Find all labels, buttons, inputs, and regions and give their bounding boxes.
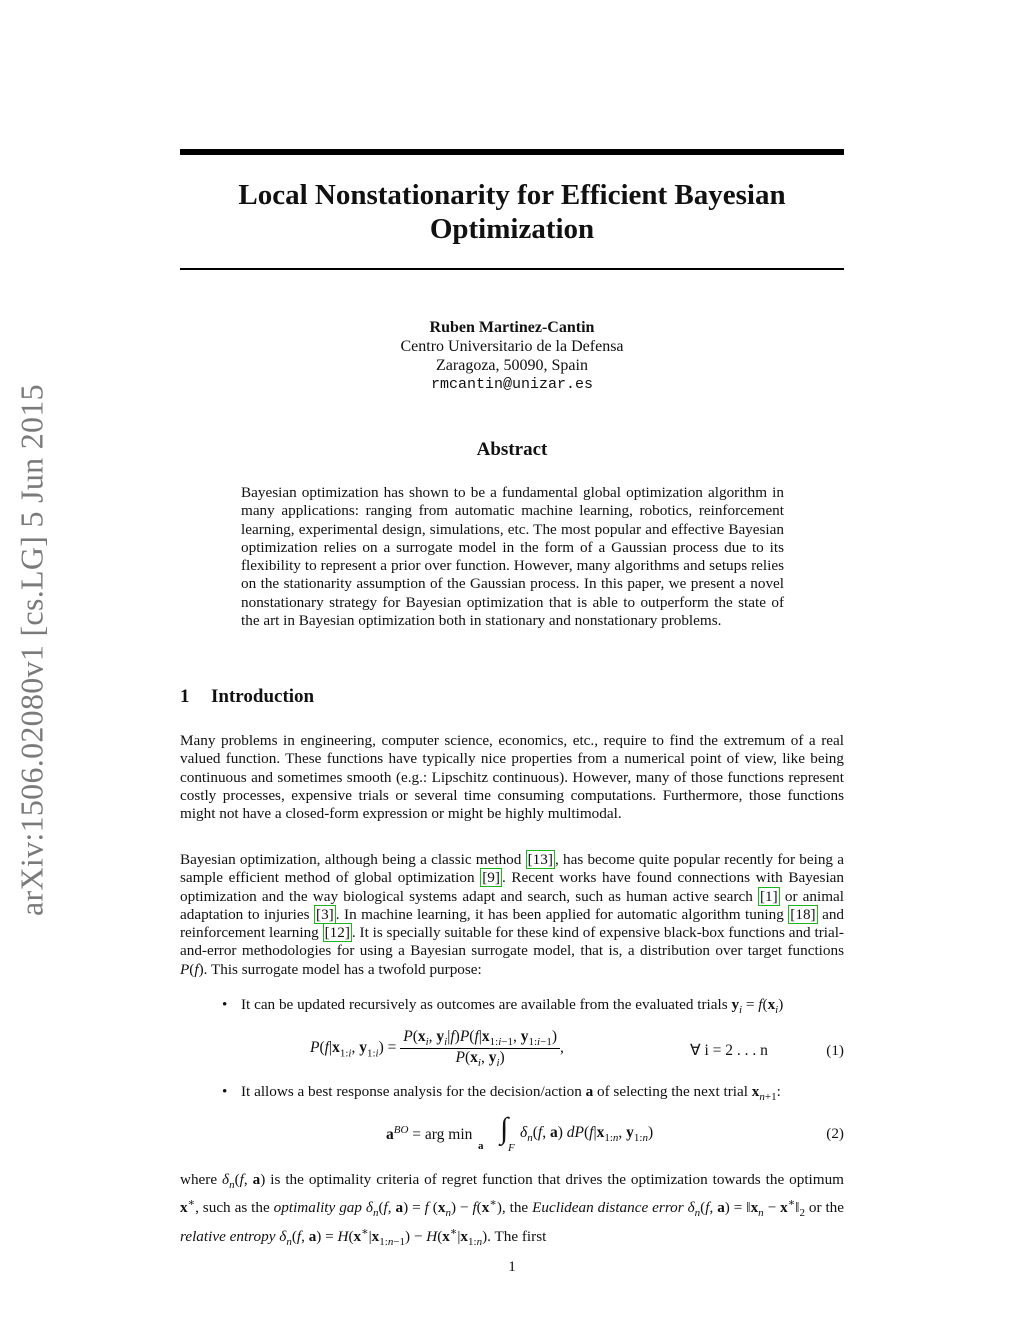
term-optimality-gap: optimality gap — [273, 1199, 362, 1217]
text-run: . It is specially suitable for these kind of expensive black-box functions and trial-and-error methodologies for using a Bayesian surrogate model, that is, a distribution over target functions — [180, 924, 844, 960]
integral-domain: F — [508, 1142, 515, 1154]
term-relative-entropy: relative entropy — [180, 1227, 276, 1245]
text-run: It can be updated recursively as outcomes are available from the evaluated trials — [241, 996, 732, 1013]
math-inline: P — [180, 960, 190, 978]
arxiv-sidebar-stamp — [10, 370, 55, 930]
text-run: where — [180, 1171, 223, 1188]
text-run: Bayesian optimization, although being a classic method — [180, 851, 526, 868]
text-run: . The first — [487, 1227, 547, 1245]
abstract-text: Bayesian optimization has shown to be a fundamental global optimization algorithm in many applications: ranging from automatic machine learning, robotics, reinforcement learning, experimental design, simulations, etc. The most popular and effective Bayesian optimization relies on a surrogate model in the form of a Gaussian process due to its flexibility to represent a prior over function. However, many algorithms and setups relies on the stationarity assumption of the Gaussian process. In this paper, we present a novel nonstationary strategy for Bayesian optimization that is able to outperform the state of the art in Bayesian optimization both in stationary and nonstationary problems. — [241, 484, 784, 630]
text-run: . Recent works have found connections with Bayesian optimization and the way biological systems adapt and search, such as human active search — [180, 869, 844, 905]
intro-paragraph-1: Many problems in engineering, computer science, economics, etc., require to find the extremum of a real valued function. These functions have typically nice properties from a numerical point of view, like being continuous and sometimes smooth (e.g.: Lipschitz continuous). However, many of those functions represent costly processes, expensive trials or several time consuming computations. Furthermore, those functions might not have a closed-form expression or might be highly multimodal. — [180, 732, 844, 823]
integral-sign: ∫ — [500, 1112, 509, 1145]
citation-link[interactable]: [3] — [316, 905, 334, 923]
arxiv-identifier: arXiv:1506.02080v1 [cs.LG] 5 Jun 2015 — [13, 384, 50, 916]
equation-1-number: (1) — [826, 1042, 844, 1059]
page-number: 1 — [508, 1258, 516, 1275]
citation-link[interactable]: [1] — [759, 887, 778, 905]
text-run: , such as the — [195, 1199, 274, 1217]
text-run: or the — [804, 1199, 845, 1217]
text-run: It allows a best response analysis for the decision/action — [241, 1083, 586, 1100]
paper-title — [180, 178, 844, 246]
citation-link[interactable]: [18] — [790, 905, 816, 923]
fraction: $\frac{P(x_i, y_i|f)P(f|x_{1:i-1}, y_{1:i-1})}{P(x_i, y_i)}$ — [400, 1028, 560, 1069]
bullet-text: It can be updated recursively as outcomes are available from the evaluated trials $y_i = f(x_i)$ — [241, 996, 784, 1017]
citation-link[interactable]: [9] — [482, 869, 500, 887]
section-title: Introduction — [211, 686, 315, 707]
title-bottom-rule — [180, 268, 844, 270]
text-run: . In machine learning, it has been applied for automatic algorithm tuning — [335, 905, 789, 923]
abstract-heading: Abstract — [476, 439, 548, 460]
bullet-dot: • — [222, 996, 228, 1013]
equation-1: $P(f|x_{1:i}$, $y_{1:i}$) = $\frac{P(x_i, y_i|f)P(f|x_{1:i-1}, y_{1:i-1})}{P(x_i, y_i)}$ , — [310, 1028, 564, 1070]
text-run: . This surrogate model has a twofold purpose: — [203, 960, 482, 978]
term-euclidean-distance-error: Euclidean distance error — [532, 1199, 684, 1217]
text-run: , has become quite popular recently for being a sample efficient method of global optimization — [180, 851, 845, 887]
author-address: Zaragoza, 50090, Spain — [436, 357, 588, 374]
section-heading-introduction — [180, 686, 314, 708]
bullet-text: It allows a best response analysis for the decision/action a of selecting the next trial $x_{n+1}$: — [241, 1083, 781, 1104]
equation-2-integrand: $\delta_n(f$, a) $dP(f|x_{1:n}$, $y_{1:n}$) — [520, 1124, 654, 1145]
title-top-rule — [180, 149, 844, 155]
paragraph-after-equations: where $\delta_n(f$, a) is the optimality criteria of regret function that drives the optimization towards the optimum x∗, such as the optimality gap $\delta_n(f$, a) = f $(x_n) - f(x^∗)$, the Euclidean distance error $\delta_n(f$, $a) = ‖x_n$ − $x^∗‖_2$ or the relative entropy $\delta_n(f$, $a) = H(x^∗|x_{1:n-1}) - H(x^∗|x_{1:n})$. The first — [180, 1171, 845, 1248]
author-affiliation: Centro Universitario de la Defensa — [400, 338, 624, 355]
text-run: or animal adaptation to injuries — [180, 887, 844, 923]
text-run: of selecting the next trial — [593, 1083, 752, 1100]
text-run: is the optimality criteria of regret function that drives the optimization towards the optimum — [265, 1171, 844, 1188]
section-number: 1 — [180, 686, 190, 707]
equation-2-number: (2) — [826, 1125, 844, 1142]
equation-2-argmin-subscript: a — [478, 1140, 484, 1152]
citation-link[interactable]: [13] — [527, 851, 553, 868]
citation-link[interactable]: [12] — [324, 924, 350, 942]
text-run: and reinforcement learning — [180, 905, 845, 942]
title-line-1: Local Nonstationarity for Efficient Bayesian — [238, 179, 786, 211]
text-run: , the — [501, 1199, 533, 1217]
equation-1-forall: ∀ i = 2 . . . n — [690, 1042, 768, 1059]
bullet-dot: • — [222, 1083, 228, 1100]
author-name: Ruben Martinez-Cantin — [429, 319, 595, 336]
title-line-2: Optimization — [429, 213, 595, 245]
equation-2: $a^{BO}$ = arg min — [386, 1124, 473, 1144]
author-block — [180, 318, 844, 394]
author-email[interactable]: rmcantin@unizar.es — [430, 376, 594, 393]
intro-paragraph-2: Bayesian optimization, although being a classic method [13] , has become quite popular recently for being a sample efficient method of global optimization [9] . Recent works have found connections with Bayesian optimization and the way biological systems adapt and search, such as human active search [1] or animal adaptation to injuries [3] . In machine learning, it has been applied for automatic algorithm tuning [18] and reinforcement learning [12] . It is specially suitable for these kind of expensive black-box functions and trial-and-error methodologies for using a Bayesian surrogate model, that is, a distribution over target functions P(f). This surrogate model has a twofold purpose: — [180, 851, 845, 978]
